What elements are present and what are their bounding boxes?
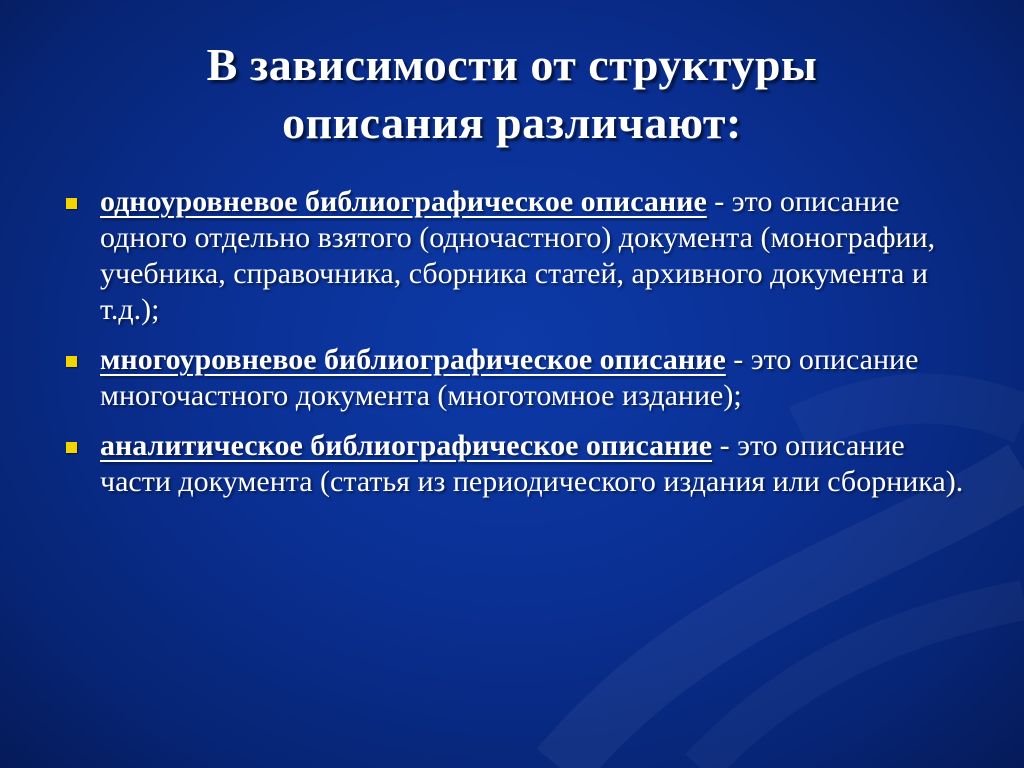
square-bullet-icon — [66, 198, 77, 209]
definition-multi-level: - это описание многочастного документа (многотомное издание); — [100, 343, 919, 412]
term-analytical: аналитическое библиографическое описание — [100, 429, 713, 462]
slide-title-line-1: В зависимости от структуры — [206, 39, 818, 90]
list-item-multi-level — [60, 342, 970, 414]
definition-single-level: - это описание одного отдельно взятого (одночастного) документа (монографии, учебника, справочника, сборника статей, архивного документа и т.д.); — [100, 185, 936, 326]
square-bullet-icon — [66, 356, 77, 367]
list-item-analytical — [60, 428, 970, 500]
slide-title — [80, 36, 944, 152]
term-multi-level: многоуровневое библиографическое описание — [100, 343, 726, 376]
square-bullet-icon — [66, 442, 77, 453]
definition-list — [60, 184, 970, 514]
list-item-single-level — [60, 184, 970, 328]
definition-analytical: - это описание части документа (статья из периодического издания или сборника). — [100, 429, 964, 498]
slide-title-line-2: описания различают: — [282, 97, 742, 148]
term-single-level: одноуровневое библиографическое описание — [100, 185, 707, 218]
